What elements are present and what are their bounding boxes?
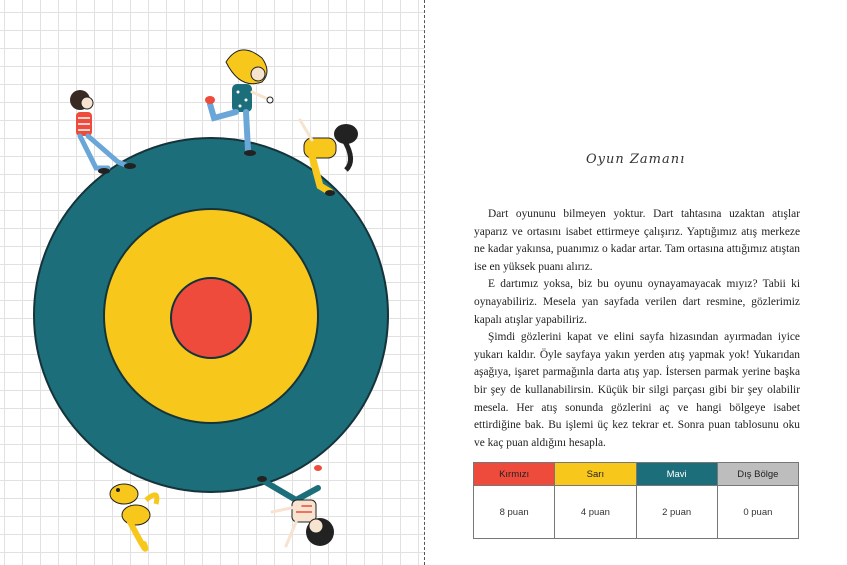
instruction-text bbox=[474, 206, 800, 452]
score-table bbox=[473, 462, 799, 539]
dog-figure bbox=[110, 484, 157, 549]
page-fold-line bbox=[424, 0, 425, 565]
score-red: 8 puan bbox=[474, 486, 555, 539]
header-blue: Mavi bbox=[636, 463, 717, 486]
score-blue: 2 puan bbox=[636, 486, 717, 539]
score-yellow: 4 puan bbox=[555, 486, 636, 539]
header-yellow: Sarı bbox=[555, 463, 636, 486]
paragraph-question: E dartımız yoksa, biz bu oyunu oynayamayacak mıyız? Tabii ki oynayabiliriz. Mesela yan sayfada verilen dart resmine, gözlerimiz kapalı atışlar yapabiliriz. bbox=[474, 278, 800, 326]
paragraph-instructions: Şimdi gözlerini kapat ve elini sayfa hizasından ayırmadan iyice yukarı kaldır. Öyle sayfaya yakın yerden atış yapmak yok! Yukarıdan aşağıya, işaret parmağınla darta atış yap. İstersen parmak yerine başka bir şey de kullanabilirsin. Küçük bir silgi parçası gibi bir şey olabilir mesela. Her atış sonunda gözlerini aç ve hangi bölgeye isabet ettirdiğine bak. Bu işlemi üç kez tekrar et. Sonra puan tablosunu oku ve kaç puan aldığını hesapla. bbox=[474, 331, 800, 449]
score-table-header-row bbox=[474, 463, 799, 486]
board-bullseye bbox=[171, 278, 251, 358]
header-red: Kırmızı bbox=[474, 463, 555, 486]
score-outer-zone: 0 puan bbox=[717, 486, 798, 539]
paragraph-intro: Dart oyununu bilmeyen yoktur. Dart tahtasına uzaktan atışlar yaparız ve ortasını isabet ettirmeye çalışırız. Yaptığımız atış merkeze ne kadar yakınsa, puanımız o kadar artar. Tam ortasına attığımız atıştan ise en yüksek puanı alırız. bbox=[474, 208, 800, 273]
page-title: Oyun Zamanı bbox=[586, 152, 686, 167]
score-table-value-row bbox=[474, 486, 799, 539]
header-outer-zone: Dış Bölge bbox=[717, 463, 798, 486]
